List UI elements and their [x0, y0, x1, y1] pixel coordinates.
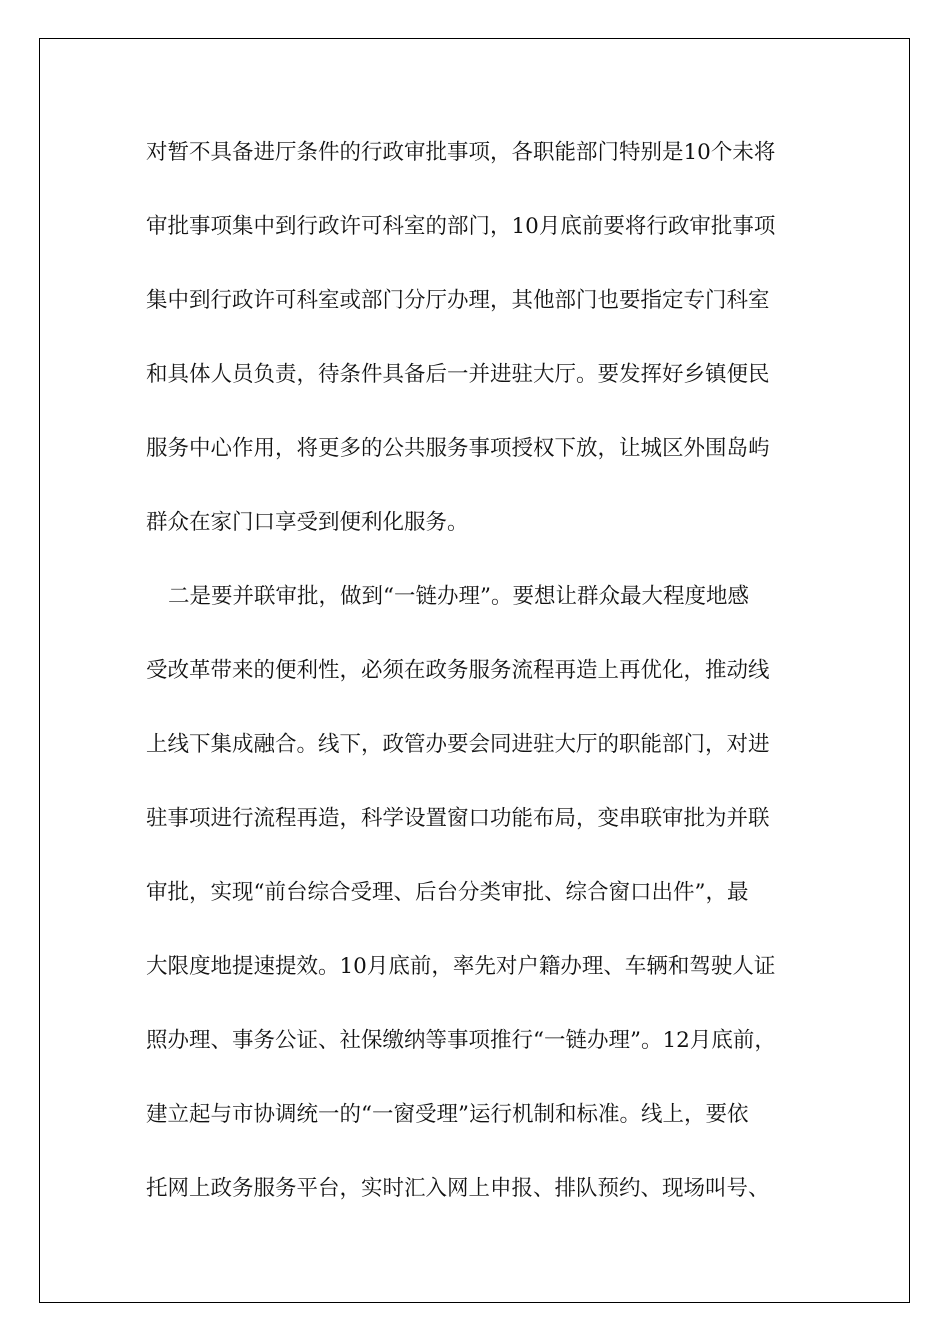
text-line: 群众在家门口享受到便利化服务。 — [146, 510, 469, 535]
text-line: 驻事项进行流程再造，科学设置窗口功能布局，变串联审批为并联 — [146, 806, 770, 831]
text-line: 服务中心作用，将更多的公共服务事项授权下放，让城区外围岛屿 — [146, 436, 770, 461]
paragraph-start-line: 二是要并联审批，做到“一链办理”。要想让群众最大程度地感 — [168, 584, 749, 609]
text-line: 审批事项集中到行政许可科室的部门，10月底前要将行政审批事项 — [146, 214, 776, 239]
text-line: 受改革带来的便利性，必须在政务服务流程再造上再优化，推动线 — [146, 658, 770, 683]
document-body — [146, 130, 826, 1240]
text-line: 对暂不具备进厅条件的行政审批事项，各职能部门特别是10个未将 — [146, 140, 776, 165]
text-line: 和具体人员负责，待条件具备后一并进驻大厅。要发挥好乡镇便民 — [146, 362, 770, 387]
text-line: 照办理、事务公证、社保缴纳等事项推行“一链办理”。12月底前， — [146, 1028, 776, 1053]
text-line: 托网上政务服务平台，实时汇入网上申报、排队预约、现场叫号、 — [146, 1176, 770, 1201]
text-line: 建立起与市协调统一的“一窗受理”运行机制和标准。线上，要依 — [146, 1102, 749, 1127]
text-line: 大限度地提速提效。10月底前，率先对户籍办理、车辆和驾驶人证 — [146, 954, 776, 979]
text-line: 集中到行政许可科室或部门分厅办理，其他部门也要指定专门科室 — [146, 288, 770, 313]
text-line: 审批，实现“前台综合受理、后台分类审批、综合窗口出件”，最 — [146, 880, 749, 905]
text-line: 上线下集成融合。线下，政管办要会同进驻大厅的职能部门，对进 — [146, 732, 770, 757]
